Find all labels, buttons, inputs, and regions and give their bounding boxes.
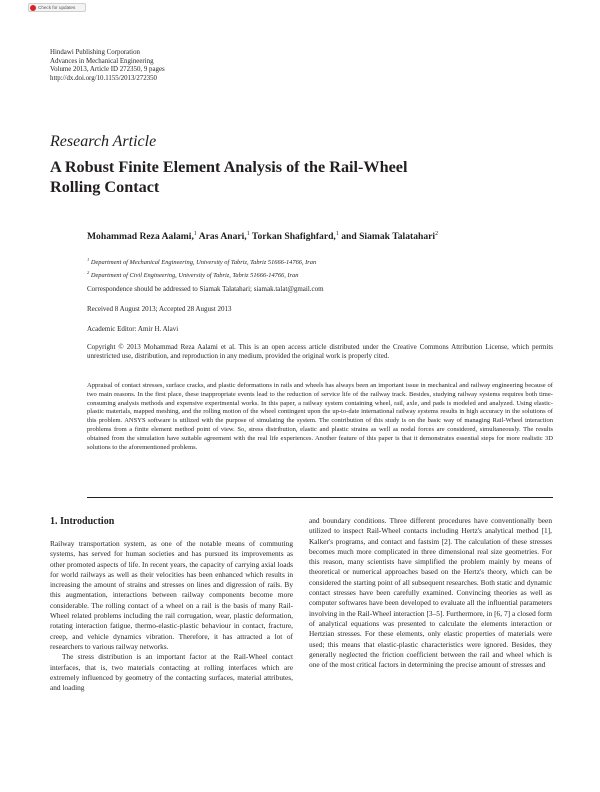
journal-name: Advances in Mechanical Engineering <box>50 57 154 65</box>
body-paragraph: The stress distribution is an important factor at the Rail-Wheel contact interfaces, that is, two materials contacting at rolling interfaces which are extremely influenced by geometry of the contacting surfaces, material attributes, and loading <box>50 652 293 693</box>
check-for-updates-badge[interactable] <box>28 3 86 12</box>
affiliation-1: $^1$ Department of Mechanical Engineering, University of Tabriz, Tabriz 51666-14766, Iran <box>87 257 317 267</box>
badge-label: Check for updates <box>38 5 76 10</box>
author-name: Torkan Shafighfard, <box>249 231 336 243</box>
received-accepted-dates: Received 8 August 2013; Accepted 28 August 2013 <box>87 305 232 313</box>
author-affiliation-mark: 2 <box>435 231 439 237</box>
article-type: Research Article <box>50 133 157 150</box>
title-line-2: Rolling Contact <box>50 178 160 196</box>
correspondence: Correspondence should be addressed to Siamak Talatahari; siamak.talat@gmail.com <box>87 285 324 293</box>
author-name: and Siamak Talatahari <box>338 231 436 243</box>
author-affiliation-mark: 1 <box>335 231 339 237</box>
copyright-notice: Copyright © 2013 Mohammad Reza Aalami et al. This is an open access article distributed under the Creative Commons Attribution License, which permits unrestricted use, distribution, and reproduction in any medium, provided the original work is properly cited. <box>87 343 553 361</box>
author-name: Aras Anari, <box>196 231 247 243</box>
publisher: Hindawi Publishing Corporation <box>50 49 140 56</box>
affiliation-2: $^2$ Department of Civil Engineering, University of Tabriz, Tabriz 51666-14766, Iran <box>87 270 299 280</box>
body-paragraph: and boundary conditions. Three different procedures have conventionally been utilized to inspect Rail-Wheel contacts including Hertz's analytical method [1], Kalker's programs, and contact and fastsim [2]. The calculation of these stresses becomes much more complicated in three dimensional real size geometries. For this reason, many scientists have simplified the problem mainly by means of theoretical or numerical approaches based on the Hertz's theory, which can be considered the starting point of all subsequent researches. Both static and dynamic contact stresses have been carefully examined. Convincing theories as well as computer softwares have been developed to evaluate all the influential parameters involving in the Rail-Wheel interaction [3–5]. Furthermore, in [6, 7] a closed form of analytical equations was presented to calculate the elements interaction or Hertzian stresses. For these elements, only elastic properties of materials were used; this means that elastic-plastic characteristics were ignored. Besides, they generally neglected the friction coefficient between the rail and wheel which is one of the most critical factors in determining the precise amount of stresses and <box>309 516 552 670</box>
author-list <box>87 231 567 242</box>
affiliations <box>87 255 553 282</box>
section-divider <box>87 497 553 498</box>
body-paragraph: Railway transportation system, as one of the notable means of commuting systems, has served for human societies and has pursued its improvements as other promoted aspects of life. In recent years, the capacity of carrying axial loads for world railways as well as their velocities has been enhanced which results in increasing the amount of strains and stresses on lines and digression of rails. By this augmentation, interactions between railway components become more considerable. The rolling contact of a wheel on a rail is the basis of many Rail-Wheel related problems including the rail corrugation, wear, plastic deformation, rotating interaction fatigue, thermo-elastic-plastic behaviour in contact, fracture, creep, and vehicle dynamics vibration. Therefore, it has attracted a lot of researchers to various railway networks. <box>50 539 293 651</box>
article-title <box>50 157 510 197</box>
author-affiliation-mark: 1 <box>246 231 250 237</box>
author-affiliation-mark: 1 <box>193 231 197 237</box>
volume-line: Volume 2013, Article ID 272350, 9 pages <box>50 66 165 74</box>
journal-info <box>50 49 300 83</box>
author-name: Mohammad Reza Aalami, <box>87 231 194 243</box>
body-column-right <box>309 516 552 670</box>
section-heading-introduction: 1. Introduction <box>50 516 115 527</box>
abstract: Appraisal of contact stresses, surface cracks, and plastic deformations in rails and wheels has always been an important issue in mechanical and railway engineering because of two main reasons. In the first place, these inappropriate events lead to the reduction of service life of the railway track. Besides, studying railway systems requires both time-consuming analysis methods and expensive experimental works. In this paper, a railway system containing wheel, rail, axle, and pads is modeled and analyzed. Using elastic-plastic materials, mapped meshing, and the rolling motion of the wheel contingent upon the up-to-date international railway systems results in high accuracy in the solutions of this problem. ANSYS software is utilized with the purpose of simulating the system. The contribution of this study is on the basic way of managing Rail-Wheel interaction problems from a finite element method point of view. So, stress distribution, elastic and plastic strains as well as nodal forces are considered, simultaneously. The results obtained from the simulation have suitable agreement with the real life experiences. Another feature of this paper is that it demonstrates essential steps for more realistic 3D solutions to the aforementioned problems. <box>87 382 553 451</box>
doi-link[interactable]: http://dx.doi.org/10.1155/2013/272350 <box>50 74 157 82</box>
title-line-1: A Robust Finite Element Analysis of the Rail-Wheel <box>50 158 408 176</box>
body-column-left <box>50 516 293 693</box>
update-icon <box>30 5 36 11</box>
academic-editor: Academic Editor: Amir H. Alavi <box>87 325 179 333</box>
